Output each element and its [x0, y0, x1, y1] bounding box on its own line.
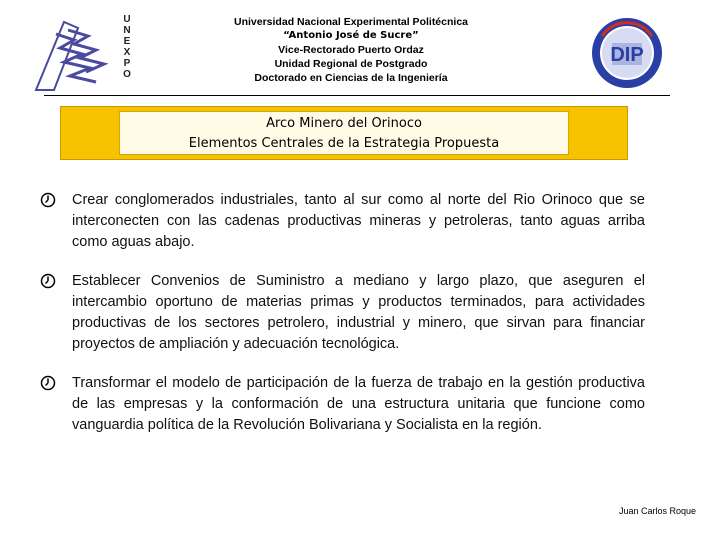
unexpo-letters: [120, 14, 134, 80]
clock-icon: [40, 273, 56, 289]
unexpo-letter: X: [123, 47, 131, 58]
university-subtitle: “Antonio José de Sucre”: [283, 30, 419, 41]
bullet-text: Crear conglomerados industriales, tanto al sur como al norte del Rio Orinoco que se interconecten con las cadenas productivas mineras y petroleras, tanto aguas arriba como aguas abajo.: [72, 192, 645, 250]
vice-rectorado: Vice-Rectorado Puerto Ordaz: [278, 44, 424, 56]
bullet-item: [40, 271, 645, 355]
dip-seal-text: DIP: [610, 44, 644, 66]
author-credit: Juan Carlos Roque: [618, 506, 696, 516]
unexpo-letter: E: [123, 36, 131, 47]
unexpo-letter: P: [123, 58, 131, 69]
title-inner-box: [119, 111, 569, 155]
title-banner: [60, 106, 628, 160]
unexpo-logo: [34, 14, 144, 94]
unexpo-letter: U: [123, 14, 131, 25]
institution-header: [200, 15, 502, 85]
unexpo-letter: N: [123, 25, 131, 36]
clock-icon: [40, 375, 56, 391]
title-line-1: Arco Minero del Orinoco: [266, 116, 422, 131]
unexpo-letter: O: [123, 69, 131, 80]
bullet-text: Transformar el modelo de participación de la fuerza de trabajo en la gestión productiva de las empresas y la conformación de una estructura unitaria que funcione como vanguardia política de la Revolución Bolivariana y Socialista en la región.: [72, 375, 645, 433]
bullet-text: Establecer Convenios de Suministro a mediano y largo plazo, que aseguren el intercambio oportuno de materias primas y productos terminados, para actividades productivas de los sectores petrolero, industrial y minero, que sirvan para financiar proyectos de ampliación y adecuación tecnológica.: [72, 273, 645, 352]
bullet-item: [40, 373, 645, 436]
clock-icon: [40, 192, 56, 208]
bullet-item: [40, 190, 645, 253]
doctorado-program: Doctorado en Ciencias de la Ingeniería: [254, 72, 448, 84]
unexpo-emblem: [34, 20, 118, 92]
title-line-2: Elementos Centrales de la Estrategia Propuesta: [188, 136, 500, 151]
university-name: Universidad Nacional Experimental Politécnica: [234, 16, 468, 28]
postgrado-unit: Unidad Regional de Postgrado: [274, 58, 428, 70]
dip-seal-logo: [590, 16, 664, 90]
dip-seal: [590, 16, 664, 90]
header-divider: [44, 95, 670, 96]
bullet-list: [40, 190, 645, 454]
